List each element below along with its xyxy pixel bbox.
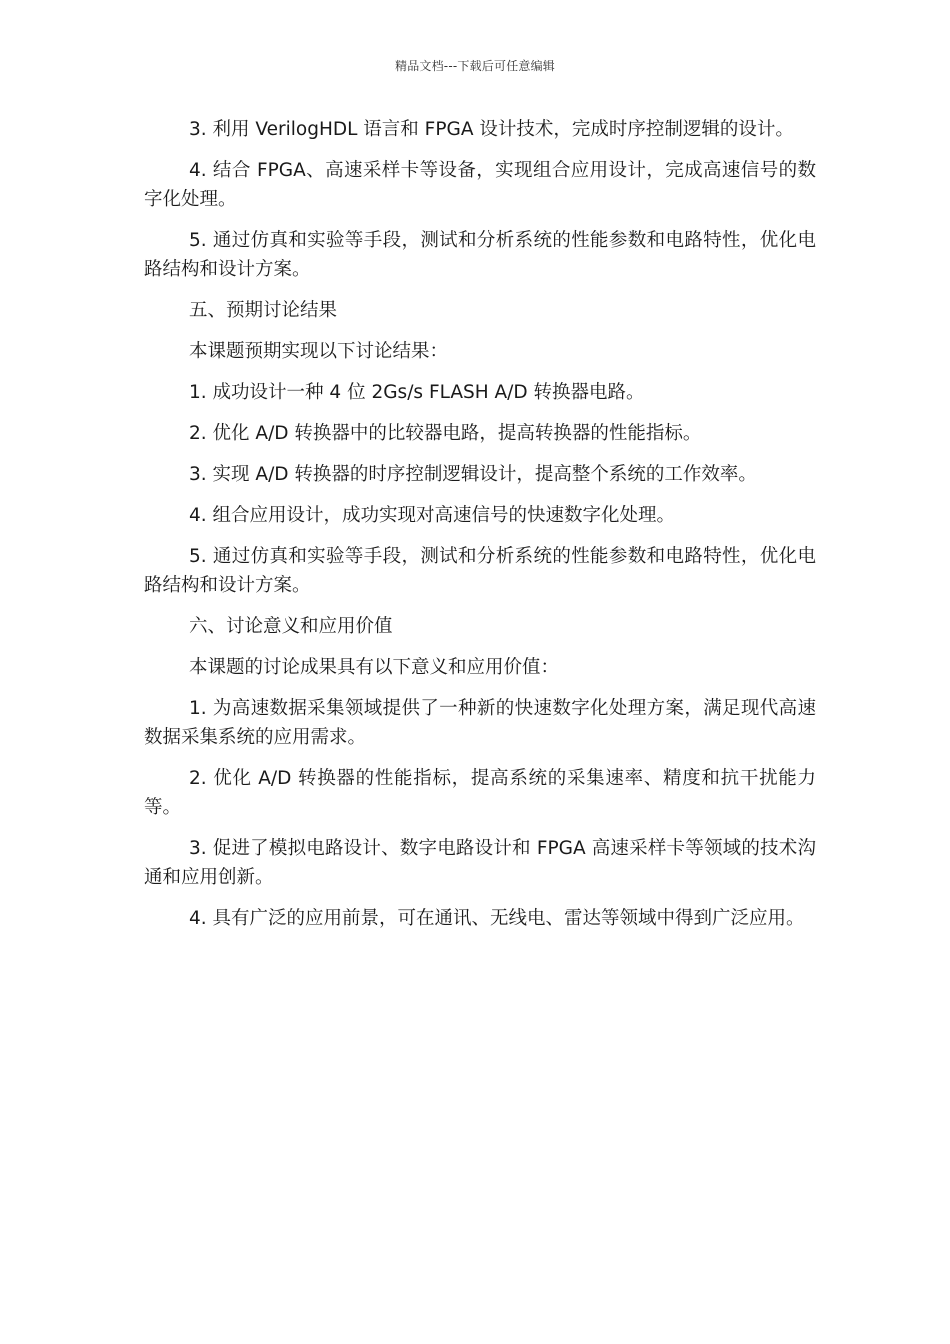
- list-item-significance-3: 3. 促进了模拟电路设计、数字电路设计和 FPGA 高速采样卡等领域的技术沟通和应用创新。: [144, 838, 816, 888]
- list-item-result-3: 3. 实现 A/D 转换器的时序控制逻辑设计，提高整个系统的工作效率。: [189, 464, 757, 485]
- page-header: 精品文档---下载后可任意编辑: [395, 59, 555, 73]
- list-item-significance-2: 2. 优化 A/D 转换器的性能指标，提高系统的采集速率、精度和抗干扰能力等。: [144, 768, 816, 818]
- document-body: [144, 115, 816, 945]
- list-item-significance-1: 1. 为高速数据采集领域提供了一种新的快速数字化处理方案，满足现代高速数据采集系统的应用需求。: [144, 698, 816, 748]
- section-heading-significance: 六、讨论意义和应用价值: [189, 616, 393, 637]
- section-heading-expected-results: 五、预期讨论结果: [189, 300, 338, 321]
- section-intro-significance: 本课题的讨论成果具有以下意义和应用价值：: [189, 657, 560, 678]
- list-item-objective-4: 4. 结合 FPGA、高速采样卡等设备，实现组合应用设计，完成高速信号的数字化处理。: [144, 160, 816, 210]
- list-item-objective-3: 3. 利用 VerilogHDL 语言和 FPGA 设计技术，完成时序控制逻辑的设计。: [189, 119, 794, 140]
- list-item-result-4: 4. 组合应用设计，成功实现对高速信号的快速数字化处理。: [189, 505, 676, 526]
- list-item-objective-5: 5. 通过仿真和实验等手段，测试和分析系统的性能参数和电路特性，优化电路结构和设计方案。: [144, 230, 816, 280]
- list-item-significance-4: 4. 具有广泛的应用前景，可在通讯、无线电、雷达等领域中得到广泛应用。: [189, 908, 805, 929]
- list-item-result-5: 5. 通过仿真和实验等手段，测试和分析系统的性能参数和电路特性，优化电路结构和设计方案。: [144, 546, 816, 596]
- list-item-result-2: 2. 优化 A/D 转换器中的比较器电路，提高转换器的性能指标。: [189, 423, 702, 444]
- list-item-result-1: 1. 成功设计一种 4 位 2Gs/s FLASH A/D 转换器电路。: [189, 382, 645, 403]
- section-intro-expected-results: 本课题预期实现以下讨论结果：: [189, 341, 449, 362]
